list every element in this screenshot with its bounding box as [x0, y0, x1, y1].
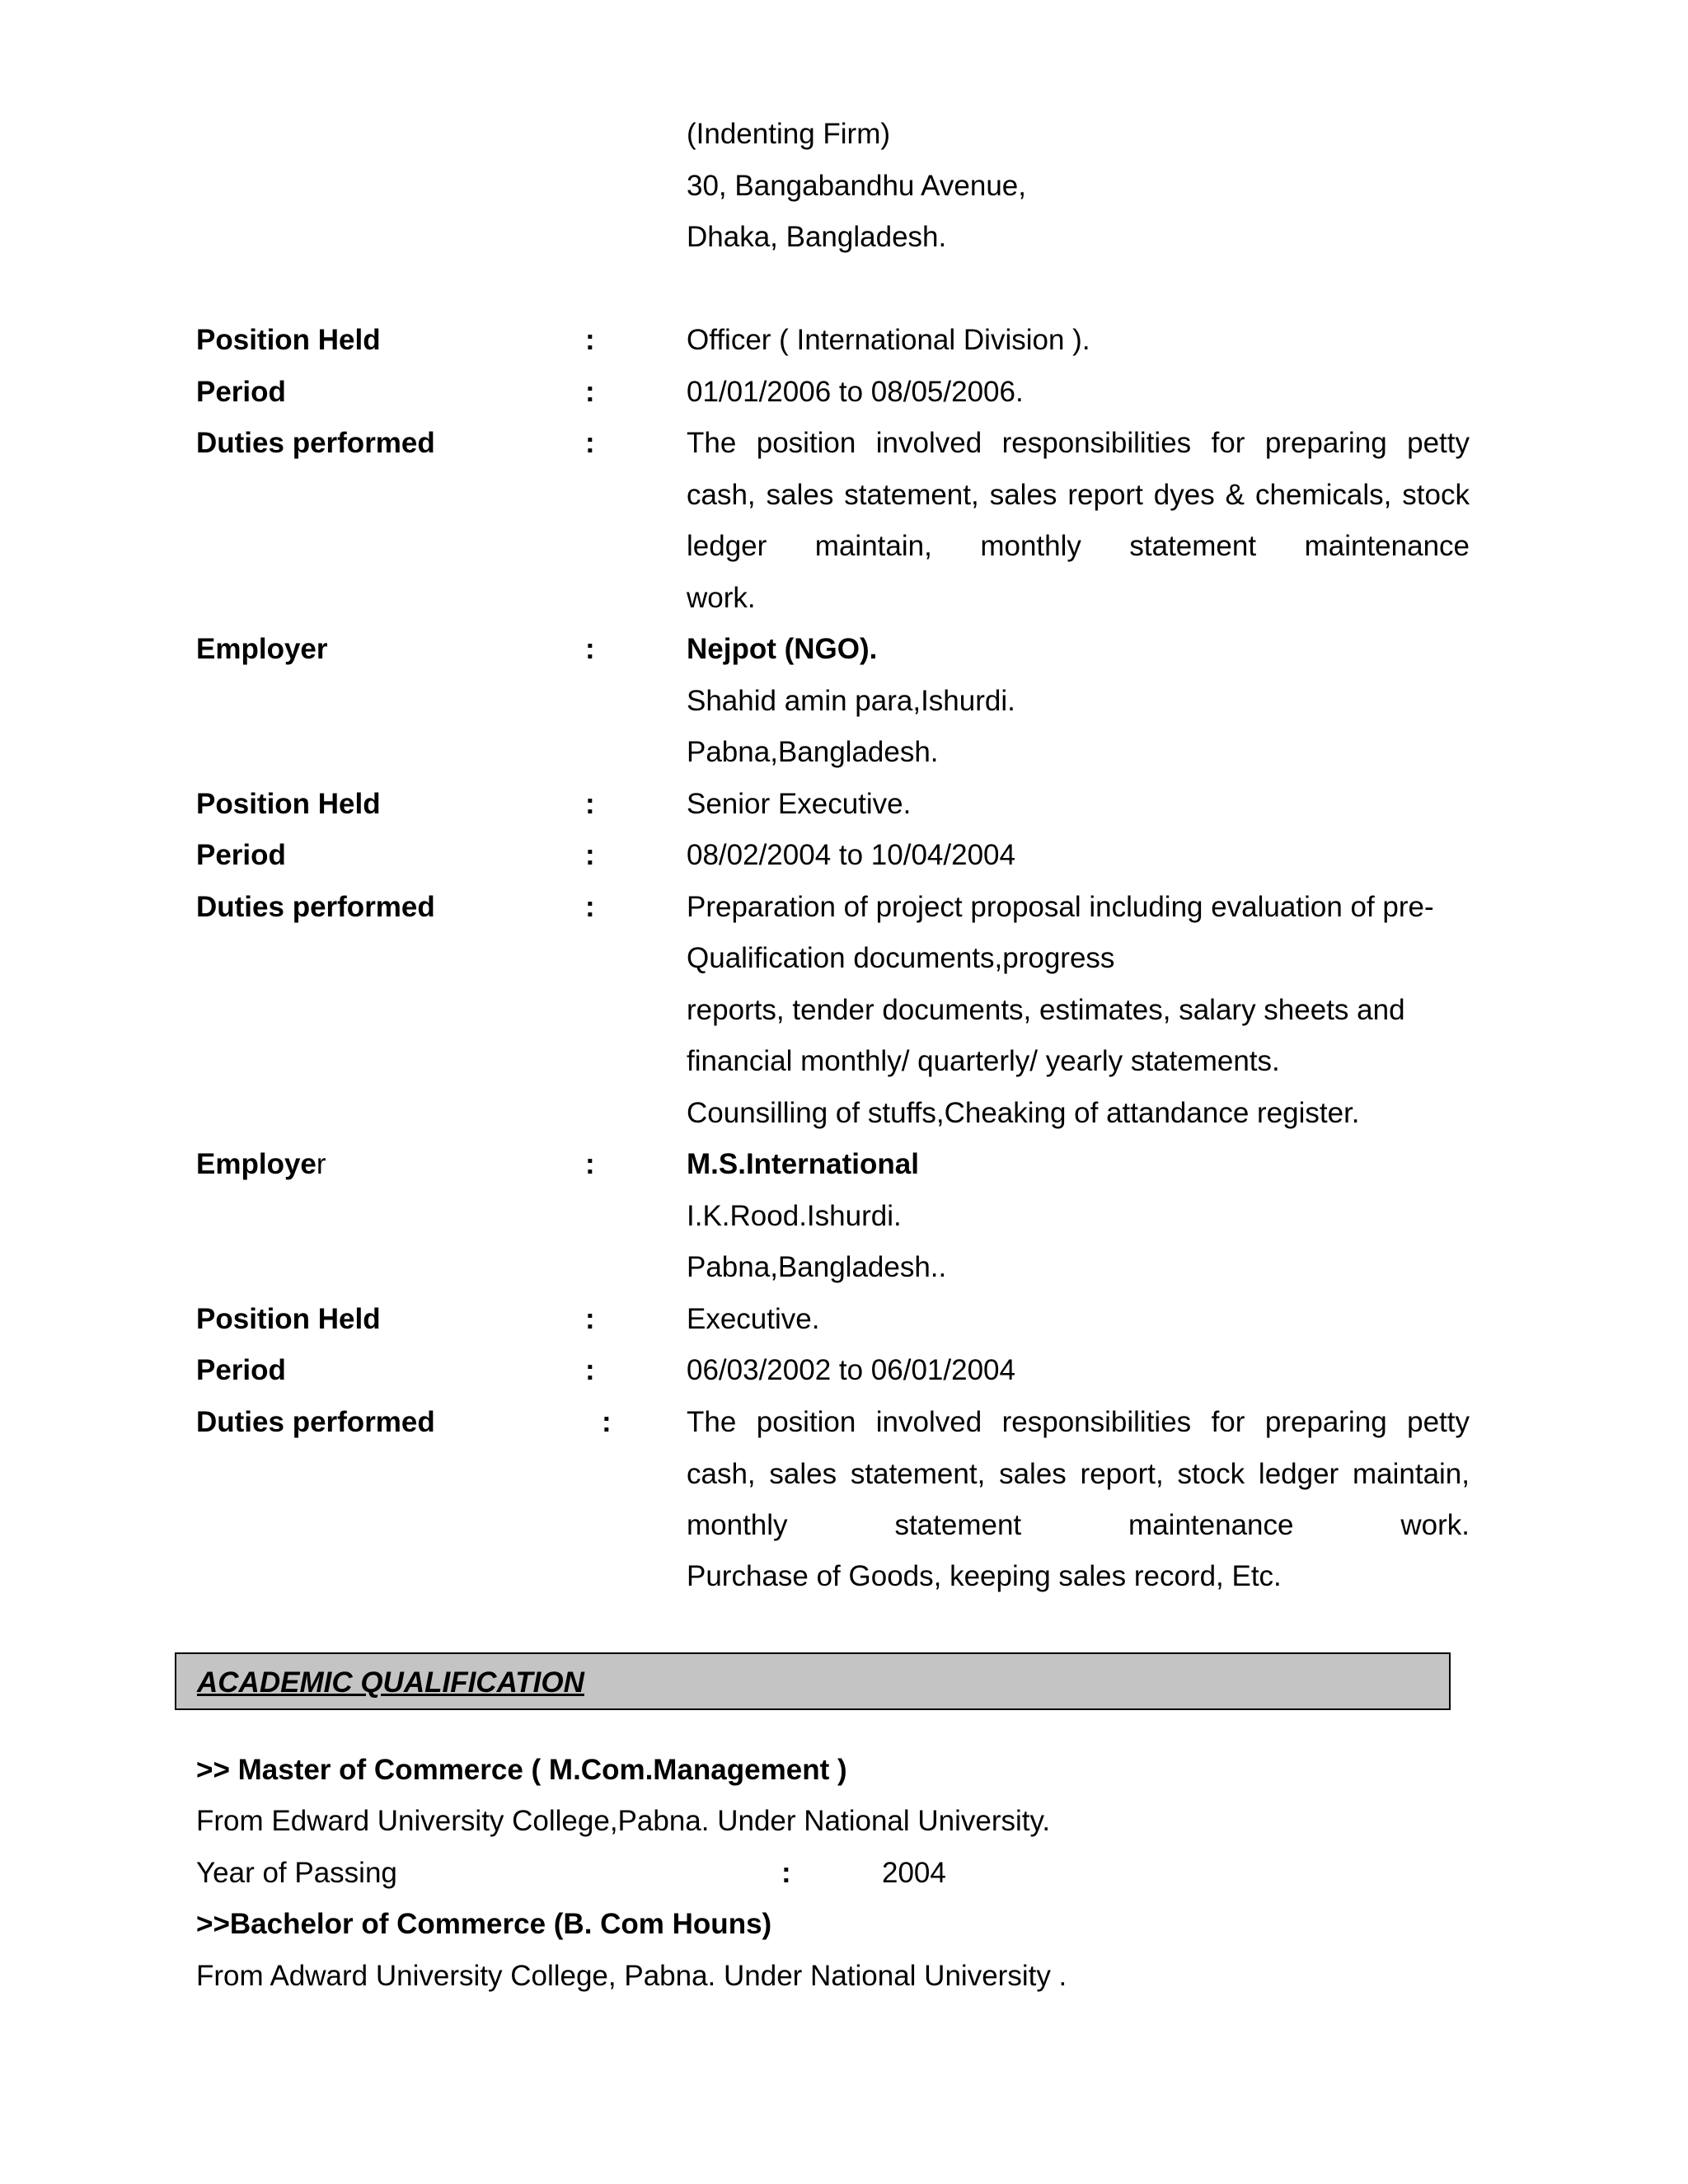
period-label: Period — [196, 1354, 286, 1386]
duties-text: financial monthly/ quarterly/ yearly statements. — [687, 1045, 1280, 1077]
colon: : — [585, 891, 595, 923]
employer-address: I.K.Rood.Ishurdi. — [687, 1200, 902, 1232]
employer-address: Shahid amin para,Ishurdi. — [687, 685, 1015, 717]
colon: : — [585, 324, 595, 356]
year-of-passing-label: Year of Passing — [196, 1857, 397, 1889]
colon: : — [602, 1406, 612, 1438]
address-line: (Indenting Firm) — [687, 118, 891, 150]
duties-text: The position involved responsibilities for preparing petty cash, sales statement, sales report, stock ledger maintain, monthly statement maintenance work. — [687, 1406, 1470, 1541]
position-held-value: Officer ( International Division ). — [687, 324, 1090, 356]
period-label: Period — [196, 839, 286, 871]
colon: : — [585, 1354, 595, 1386]
position-held-label: Position Held — [196, 324, 381, 356]
degree-title: >>Bachelor of Commerce (B. Com Houns) — [196, 1908, 772, 1940]
position-held-value: Executive. — [687, 1303, 820, 1335]
employer-label: Employer — [196, 633, 328, 665]
employer-address: Pabna,Bangladesh.. — [687, 1251, 947, 1283]
duties-text: Qualification documents,progress — [687, 942, 1115, 974]
position-held-label: Position Held — [196, 1303, 381, 1335]
period-label: Period — [196, 376, 286, 408]
duties-label: Duties performed — [196, 1406, 435, 1438]
section-header-bar — [175, 1652, 1451, 1710]
employer-label-tail: r — [316, 1148, 326, 1180]
position-held-value: Senior Executive. — [687, 788, 912, 820]
employer-address: Pabna,Bangladesh. — [687, 736, 939, 768]
colon: : — [585, 376, 595, 408]
duties-label: Duties performed — [196, 427, 435, 459]
period-value: 08/02/2004 to 10/04/2004 — [687, 839, 1015, 871]
degree-institution: From Edward University College,Pabna. Under National University. — [196, 1805, 1051, 1837]
duties-text: Counsilling of stuffs,Cheaking of attandance register. — [687, 1097, 1360, 1129]
duties-text: The position involved responsibilities for preparing petty cash, sales statement, sales report dyes & chemicals, stock ledger maintain, monthly statement maintenance — [687, 427, 1470, 562]
duties-text: reports, tender documents, estimates, salary sheets and — [687, 994, 1405, 1026]
employer-label — [196, 1148, 326, 1181]
address-line: 30, Bangabandhu Avenue, — [687, 170, 1026, 202]
period-value: 06/03/2002 to 06/01/2004 — [687, 1354, 1015, 1386]
duties-text: work. — [687, 582, 756, 614]
colon: : — [585, 788, 595, 820]
colon: : — [585, 1303, 595, 1335]
duties-text: Preparation of project proposal including evaluation of pre- — [687, 891, 1434, 923]
section-title: ACADEMIC QUALIFICATION — [197, 1666, 584, 1699]
employer-name: M.S.International — [687, 1148, 919, 1180]
employer-label-bold: Employe — [196, 1148, 316, 1180]
period-value: 01/01/2006 to 08/05/2006. — [687, 376, 1024, 408]
year-of-passing-value: 2004 — [882, 1857, 946, 1889]
duties-label: Duties performed — [196, 891, 435, 923]
degree-title: >> Master of Commerce ( M.Com.Management ) — [196, 1754, 847, 1786]
colon: : — [585, 839, 595, 871]
duties-text: Purchase of Goods, keeping sales record, Etc. — [687, 1560, 1282, 1592]
colon: : — [585, 427, 595, 459]
colon: : — [781, 1857, 791, 1889]
colon: : — [585, 633, 595, 665]
colon: : — [585, 1148, 595, 1180]
degree-institution: From Adward University College, Pabna. Under National University . — [196, 1960, 1067, 1992]
employer-name: Nejpot (NGO). — [687, 633, 878, 665]
position-held-label: Position Held — [196, 788, 381, 820]
address-line: Dhaka, Bangladesh. — [687, 221, 947, 253]
